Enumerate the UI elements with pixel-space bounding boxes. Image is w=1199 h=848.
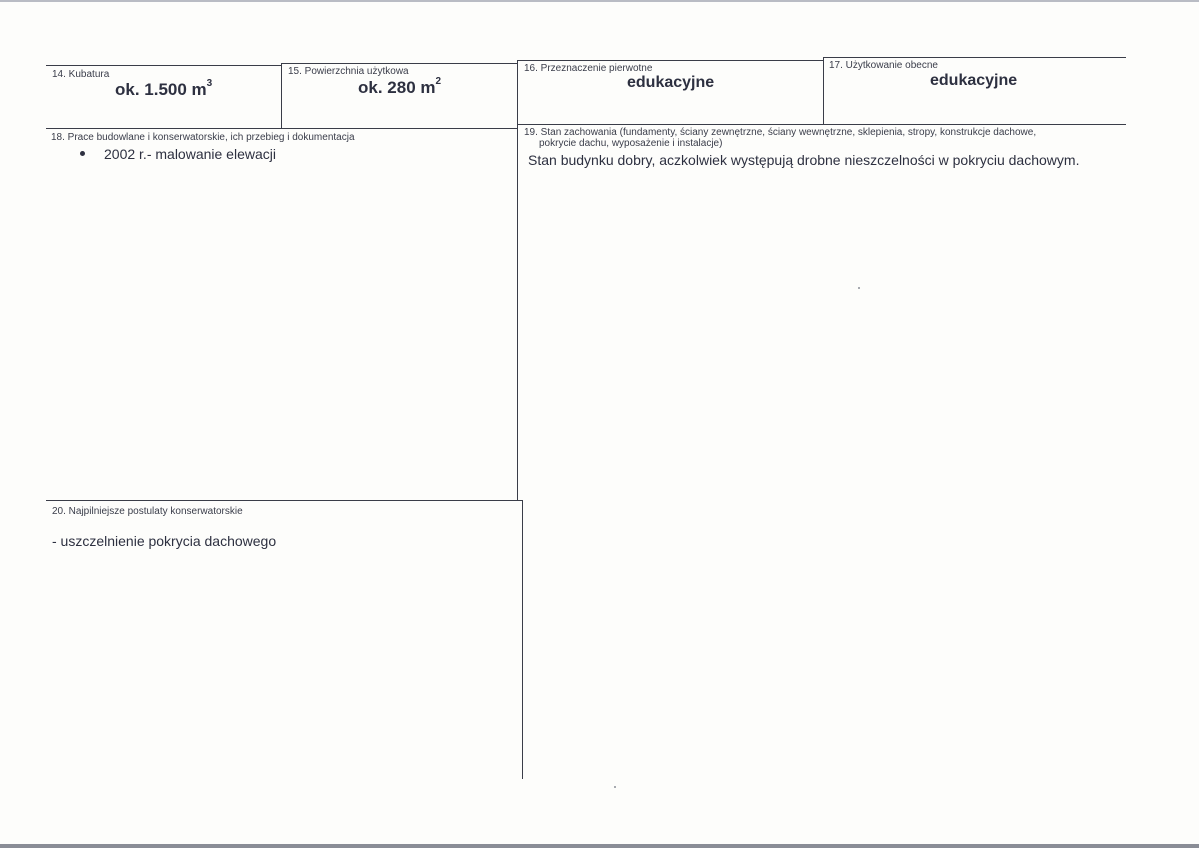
bullet-icon	[80, 151, 85, 156]
przeznaczenie-value: edukacyjne	[627, 74, 715, 91]
scan-speck	[858, 287, 860, 289]
stan-label-line2: pokrycie dachu, wyposażenie i instalacje)	[539, 138, 723, 149]
scan-edge-top	[0, 0, 1199, 2]
row1-top-rule-4	[823, 57, 1126, 58]
uzytkowanie-label: 17. Użytkowanie obecne	[829, 60, 938, 71]
prace-list-item	[80, 146, 276, 163]
kubatura-label: 14. Kubatura	[52, 69, 110, 80]
powierzchnia-value	[358, 78, 441, 98]
divider-main	[517, 60, 518, 500]
row1-top-rule	[46, 65, 281, 66]
divider-14-15	[281, 63, 282, 128]
postulaty-label: 20. Najpilniejsze postulaty konserwatorskie	[52, 506, 243, 517]
row1-top-rule-3	[517, 60, 823, 61]
prace-item-text: 2002 r.- malowanie elewacji	[104, 146, 276, 162]
kubatura-value	[115, 80, 212, 100]
stan-label-line1: 19. Stan zachowania (fundamenty, ściany zewnętrzne, ściany wewnętrzne, sklepienia, stropy, konstrukcje dachowe,	[524, 127, 1037, 138]
uzytkowanie-value: edukacyjne	[930, 72, 1018, 89]
kubatura-value-text: ok. 1.500 m	[115, 80, 207, 99]
row2-top-rule	[46, 128, 518, 129]
scan-speck	[614, 786, 616, 788]
kubatura-unit-exponent: 3	[206, 78, 213, 89]
powierzchnia-unit-exponent: 2	[435, 76, 442, 87]
postulaty-text: - uszczelnienie pokrycia dachowego	[52, 533, 277, 549]
divider-main-lower	[522, 500, 523, 779]
scan-edge-bottom	[0, 844, 1199, 848]
row2-top-rule-right	[518, 124, 1126, 125]
stan-text: Stan budynku dobry, aczkolwiek występują drobne nieszczelności w pokryciu dachowym.	[528, 152, 1080, 168]
prace-label: 18. Prace budowlane i konserwatorskie, ich przebieg i dokumentacja	[51, 132, 355, 143]
row1-top-rule-2	[281, 63, 517, 64]
przeznaczenie-label: 16. Przeznaczenie pierwotne	[524, 63, 653, 74]
powierzchnia-label: 15. Powierzchnia użytkowa	[288, 66, 409, 77]
powierzchnia-value-text: ok. 280 m	[358, 78, 436, 97]
divider-16-17	[823, 57, 824, 124]
section20-top-rule	[46, 500, 523, 501]
